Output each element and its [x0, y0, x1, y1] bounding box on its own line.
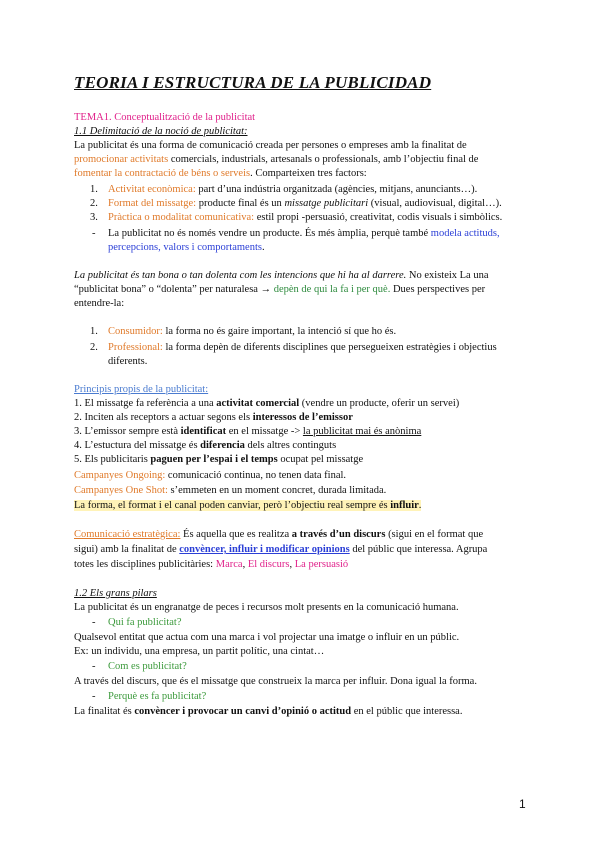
paragraph-line: Comunicació estratègica: És aquella que es realitza a través d’un discurs (sigui en el format que — [74, 529, 484, 540]
list-item-continuation: diferents. — [108, 356, 148, 367]
campaign-oneshot: Campanyes One Shot: s’emmeten en un moment concret, durada limitada. — [74, 485, 387, 496]
list-item: La publicitat no és només vendre un producte. És més àmplia, perquè també modela actituds, — [108, 228, 500, 239]
list-number: 2. — [90, 342, 98, 353]
list-number: 2. — [90, 198, 98, 209]
highlighted-term: fomentar la contractació de béns o serveis — [74, 168, 251, 179]
paragraph-line: La publicitat és tan bona o tan dolenta com les intencions que hi ha al darrere. No existeix La una — [74, 270, 489, 281]
principle-item: 4. L’estuctura del missatge és diferencia dels altres continguts — [74, 440, 337, 451]
paragraph-line: A través del discurs, que és el missatge que construeix la marca per influir. Dona igual la forma. — [74, 676, 477, 687]
paragraph-line: sigui) amb la finalitat de convèncer, influir i modificar opinions del públic que interessa. Agrupa — [74, 544, 488, 555]
list-item: Pràctica o modalitat comunicativa: estil propi -persuasió, creativitat, codis visuals i simbòlics. — [108, 212, 503, 223]
paragraph-line: La finalitat és convèncer i provocar un canvi d’opinió o actitud en el públic que interessa. — [74, 706, 463, 717]
highlighted-statement: La forma, el format i el canal poden canviar, però l’objectiu real sempre és influir. — [74, 500, 422, 511]
list-item: Consumidor: la forma no és gaire important, la intenció sí que ho és. — [108, 326, 397, 337]
paragraph-line: Qualsevol entitat que actua com una marca i vol projectar una imatge o influir en un públic. — [74, 632, 460, 643]
paragraph-line: La publicitat és un engranatge de peces i recursos molt presents en la comunicació humana. — [74, 602, 459, 613]
principle-item: 3. L’emissor sempre està identificat en el missatge -> la publicitat mai és anònima — [74, 426, 422, 437]
estrategica-label: Comunicació estratègica: — [74, 529, 181, 540]
question: Com es publicitat? — [108, 661, 187, 672]
paragraph-line: entendre-la: — [74, 298, 125, 309]
paragraph-line: Ex: un individu, una empresa, un partit polític, una cintat… — [74, 646, 325, 657]
section-heading-1-2: 1.2 Els grans pilars — [74, 588, 157, 599]
bullet-dash: - — [92, 691, 96, 702]
list-item: Activitat econòmica: part d’una indústria organitzada (agències, mitjans, anunciants…). — [108, 184, 478, 195]
bullet-dash: - — [92, 617, 96, 628]
list-item-continuation: percepcions, valors i comportaments. — [108, 242, 265, 253]
paragraph-line: promocionar activitats comercials, industrials, artesanals o professionals, amb l’objectiu final de — [74, 154, 479, 165]
question: Perquè es fa publicitat? — [108, 691, 207, 702]
principle-item: 5. Els publicitaris paguen per l’espai i el temps ocupat pel missatge — [74, 454, 364, 465]
page-number: 1 — [519, 797, 526, 811]
paragraph-line: fomentar la contractació de béns o serveis. Comparteixen tres factors: — [74, 168, 367, 179]
list-number: 1. — [90, 184, 98, 195]
bullet-dash: - — [92, 228, 96, 239]
paragraph-line: “publicitat bona” o “dolenta” per naturalesa → depèn de qui la fa i per què. Dues perspectives per — [74, 284, 486, 295]
paragraph-line: totes les disciplines publicitàries: Marca, El discurs, La persuasió — [74, 559, 349, 570]
bullet-dash: - — [92, 661, 96, 672]
list-item: Format del missatge: producte final és un missatge publicitari (visual, audiovisual, digital…). — [108, 198, 502, 209]
document-title: TEORIA I ESTRUCTURA DE LA PUBLICIDAD — [74, 73, 432, 92]
highlighted-term: promocionar activitats — [74, 154, 169, 165]
principle-item: 1. El missatge fa referència a una activitat comercial (vendre un producte, oferir un servei) — [74, 398, 460, 409]
question: Qui fa publicitat? — [108, 617, 182, 628]
principis-heading: Principis propis de la publicitat: — [74, 384, 209, 395]
list-number: 1. — [90, 326, 98, 337]
section-heading-1-1: 1.1 Delimitació de la noció de publicitat: — [74, 126, 248, 137]
list-item: Professional: la forma depèn de diferents disciplines que persegueixen estratègies i objectius — [108, 342, 497, 353]
principle-item: 2. Inciten als receptors a actuar segons els interessos de l’emissor — [74, 412, 353, 423]
paragraph-line: La publicitat és una forma de comunicació creada per persones o empreses amb la finalitat de — [74, 140, 467, 151]
tema-heading: TEMA1. Conceptualització de la publicitat — [74, 112, 256, 123]
list-number: 3. — [90, 212, 98, 223]
campaign-ongoing: Campanyes Ongoing: comunicació continua, no tenen data final. — [74, 470, 347, 481]
